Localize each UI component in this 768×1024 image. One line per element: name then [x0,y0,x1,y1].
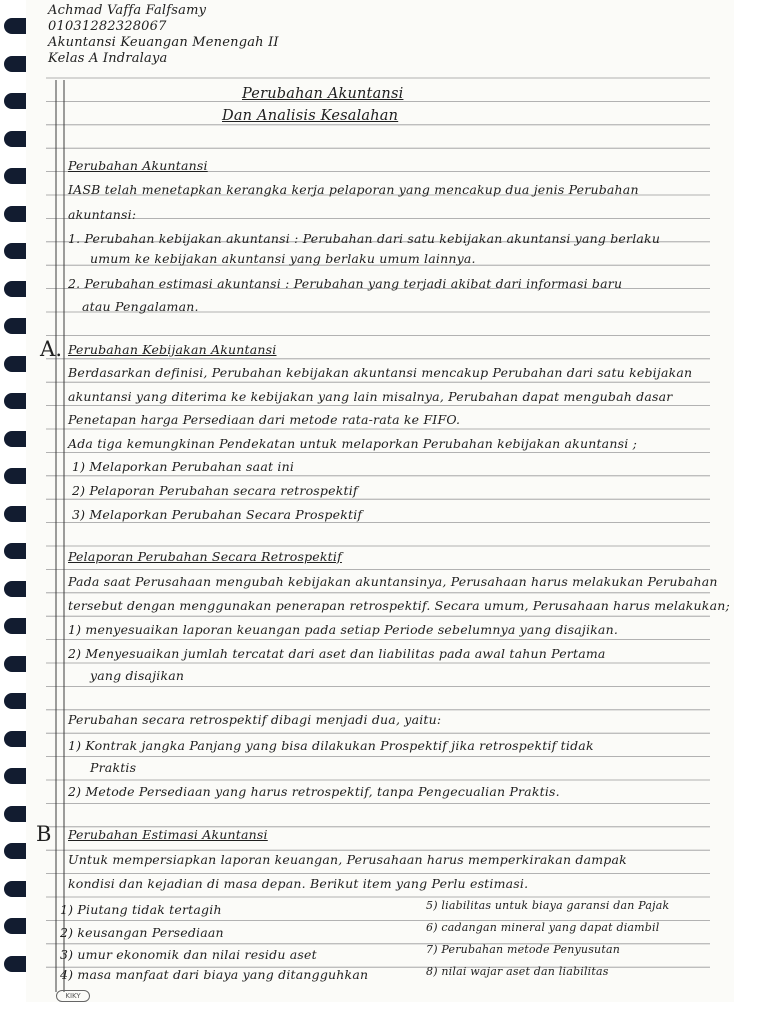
intro-item-line: 2. Perubahan estimasi akuntansi : Perubahan yang terjadi akibat dari informasi baru [68,276,623,291]
estimate-item-right: 7) Perubahan metode Penyusutan [426,943,620,956]
intro-item-line: umum ke kebijakan akuntansi yang berlaku umum lainnya. [90,251,476,266]
retro-item-line: 1) menyesuaikan laporan keuangan pada setiap Periode sebelumnya yang disajikan. [68,622,619,637]
estimate-item-right: 8) nilai wajar aset dan liabilitas [426,965,609,978]
retro-heading: Pelaporan Perubahan Secara Retrospektif [68,549,342,564]
section-b-paragraph-line: Untuk mempersiapkan laporan keuangan, Perusahaan harus memperkirakan dampak [68,852,627,867]
retro-paragraph-line: Pada saat Perusahaan mengubah kebijakan akuntansinya, Perusahaan harus melakukan Perubahan [68,574,718,589]
section-b-marker: B [36,822,52,846]
section-a-paragraph-line: Berdasarkan definisi, Perubahan kebijakan akuntansi mencakup Perubahan dari satu kebijakan [68,365,693,380]
estimate-item-right: 5) liabilitas untuk biaya garansi dan Pajak [426,899,670,912]
section-b-heading: Perubahan Estimasi Akuntansi [68,827,268,842]
exception-item-line: 1) Kontrak jangka Panjang yang bisa dilakukan Prospektif jika retrospektif tidak [68,738,594,753]
approach-item: 3) Melaporkan Perubahan Secara Prospektif [72,507,363,522]
notebook-brand-logo: KIKY [56,990,90,1002]
student-id: 01031282328067 [48,19,167,34]
section-a-paragraph-line: akuntansi yang diterima ke kebijakan yang lain misalnya, Perubahan dapat mengubah dasar [68,389,673,404]
course-name: Akuntansi Keuangan Menengah II [48,35,279,50]
section-a-heading: Perubahan Kebijakan Akuntansi [68,342,277,357]
section-a-marker: A. [40,337,63,361]
retro-paragraph-line: tersebut dengan menggunakan penerapan retrospektif. Secara umum, Perusahaan harus melakukan; [68,598,730,613]
intro-item-line: 1. Perubahan kebijakan akuntansi : Perubahan dari satu kebijakan akuntansi yang berlaku [68,231,661,246]
section-a-paragraph-line: Penetapan harga Persediaan dari metode rata-rata ke FIFO. [68,412,461,427]
intro-paragraph-line: IASB telah menetapkan kerangka kerja pelaporan yang mencakup dua jenis Perubahan [68,182,639,197]
intro-item-line: atau Pengalaman. [82,299,199,314]
retro-item-line: yang disajikan [90,668,185,683]
approach-item: 2) Pelaporan Perubahan secara retrospektif [72,483,358,498]
retro-item-line: 2) Menyesuaikan jumlah tercatat dari aset dan liabilitas pada awal tahun Pertama [68,646,606,661]
estimate-item-left: 3) umur ekonomik dan nilai residu aset [60,947,317,962]
estimate-item-left: 2) keusangan Persediaan [60,925,224,940]
exception-item-line: Praktis [90,760,137,775]
estimate-item-right: 6) cadangan mineral yang dapat diambil [426,921,660,934]
section-b-paragraph-line: kondisi dan kejadian di masa depan. Berikut item yang Perlu estimasi. [68,876,529,891]
approach-item: 1) Melaporkan Perubahan saat ini [72,459,295,474]
intro-paragraph-line: akuntansi: [68,207,137,222]
exception-heading: Perubahan secara retrospektif dibagi menjadi dua, yaitu: [68,712,442,727]
title-line-1: Perubahan Akuntansi [242,86,404,102]
student-name: Achmad Vaffa Falfsamy [48,3,207,18]
intro-heading: Perubahan Akuntansi [68,158,208,173]
section-a-paragraph-line: Ada tiga kemungkinan Pendekatan untuk melaporkan Perubahan kebijakan akuntansi ; [68,436,637,451]
class-name: Kelas A Indralaya [48,51,168,66]
title-line-2: Dan Analisis Kesalahan [222,108,399,124]
estimate-item-left: 4) masa manfaat dari biaya yang ditangguhkan [60,967,369,982]
estimate-item-left: 1) Piutang tidak tertagih [60,902,222,917]
exception-item-line: 2) Metode Persediaan yang harus retrospektif, tanpa Pengecualian Praktis. [68,784,560,799]
